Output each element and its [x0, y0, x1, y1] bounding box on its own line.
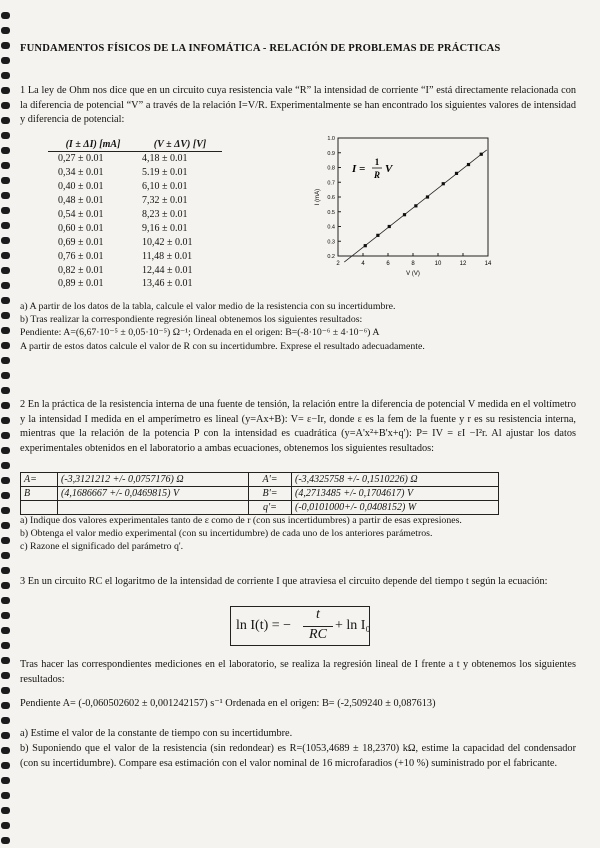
binding-ring	[1, 597, 10, 604]
binding-ring	[1, 612, 10, 619]
cell-voltage: 6,10 ± 0.01	[142, 181, 188, 193]
binding-ring	[1, 807, 10, 814]
binding-ring	[1, 372, 10, 379]
binding-ring	[1, 162, 10, 169]
spiral-binding	[0, 0, 14, 848]
binding-ring	[1, 477, 10, 484]
x-tick-label: 12	[459, 261, 467, 267]
binding-ring	[1, 657, 10, 664]
binding-ring	[1, 267, 10, 274]
plot-formula-right: V	[385, 163, 393, 175]
cell-intensity: 0,69 ± 0.01	[58, 236, 104, 248]
param-value: (4,2713485 +/- 0,1704617) V	[292, 487, 499, 501]
cell-intensity: 0,48 ± 0.01	[58, 195, 104, 207]
y-tick-label: 0.7	[327, 180, 335, 187]
document-page	[20, 0, 580, 848]
binding-ring	[1, 762, 10, 769]
equation-numerator: t	[316, 607, 320, 622]
y-tick-label: 0.6	[327, 195, 335, 201]
binding-ring	[1, 672, 10, 679]
problem-1-question-b: b) Tras realizar la correspondiente regresión lineal obtenemos los siguientes resultados:	[20, 314, 363, 325]
plot-formula-numerator: 1	[374, 157, 380, 167]
table-row	[21, 487, 499, 501]
binding-ring	[1, 402, 10, 409]
binding-ring	[1, 102, 10, 109]
problem-2-intro: 2 En la práctica de la resistencia interna de una fuente de tensión, la relación entre la diferencia de potencial V medida en el voltímetro y la intensidad I medida en el amperímetro es lineal (y=Ax+B): V= ε−Ir, donde ε es la fem de la fuente y r es su resistencia interna, mientras que la relación de la potencia P con la intensidad es cuadrática (y=A'x²+B'x+q'): P= IV = εI −I²r. Al ajustar los datos experimentales obtenidos en el laboratorio a ambas ecuaciones, obtenemos los siguientes resultados:	[20, 399, 576, 454]
table-row	[48, 208, 222, 222]
equation-denominator: RC	[309, 627, 327, 642]
table-row	[48, 221, 222, 235]
cell-voltage: 8,23 ± 0.01	[142, 209, 188, 220]
binding-ring	[1, 462, 10, 469]
equation-right: + ln I₀	[335, 618, 371, 633]
binding-ring	[1, 582, 10, 589]
equation-left: ln I(t) = −	[236, 618, 292, 633]
data-point	[376, 234, 379, 237]
x-tick-label: 10	[434, 261, 442, 267]
y-tick-label: 0.8	[327, 165, 335, 172]
binding-ring	[1, 42, 10, 49]
problem-3-question-b: b) Suponiendo que el valor de la resistencia (sin redondear) es R=(1053,4689 ± 18,2370) kΩ, estime la capacidad del condensador (con su incertidumbre). Compare esa estimación con el valor nominal de 16 microfaradios (+10 %) suministrado por el fabricante.	[20, 743, 576, 769]
table-row	[48, 249, 222, 263]
binding-ring	[1, 642, 10, 649]
binding-ring	[1, 702, 10, 709]
binding-ring	[1, 357, 10, 364]
table-row	[48, 263, 222, 277]
binding-ring	[1, 732, 10, 739]
param-label: B	[21, 487, 58, 501]
data-point	[414, 204, 417, 207]
binding-ring	[1, 432, 10, 439]
binding-ring	[1, 12, 10, 19]
x-axis-label: V (V)	[406, 271, 420, 277]
data-point	[480, 153, 483, 156]
binding-ring	[1, 507, 10, 514]
data-point	[426, 195, 429, 198]
table-row	[21, 473, 499, 487]
binding-ring	[1, 552, 10, 559]
data-point	[455, 172, 458, 175]
binding-ring	[1, 192, 10, 199]
param-label: q'=	[249, 501, 292, 515]
page-title: FUNDAMENTOS FÍSICOS DE LA INFOMÁTICA - RELACIÓN DE PROBLEMAS DE PRÁCTICAS	[20, 43, 501, 54]
binding-ring	[1, 777, 10, 784]
binding-ring	[1, 567, 10, 574]
binding-ring	[1, 717, 10, 724]
cell-voltage: 10,42 ± 0.01	[142, 236, 193, 248]
binding-ring	[1, 687, 10, 694]
param-value: (-3,3121212 +/- 0,0757176) Ω	[58, 473, 249, 487]
cell-intensity: 0,40 ± 0.01	[58, 181, 104, 193]
x-tick-label: 2	[336, 261, 340, 267]
col-header-voltage: (V ± ΔV) [V]	[142, 138, 222, 152]
binding-ring	[1, 222, 10, 229]
y-axis-label: I (mA)	[315, 188, 321, 206]
binding-ring	[1, 792, 10, 799]
cell-voltage: 9,16 ± 0.01	[142, 222, 188, 234]
table-row	[48, 235, 222, 249]
binding-ring	[1, 312, 10, 319]
problem-2-question-b: b) Obtenga el valor medio experimental (con su incertidumbre) de cada uno de los anteriores parámetros.	[20, 528, 433, 539]
y-tick-label: 0.4	[327, 224, 335, 231]
param-value	[58, 501, 249, 515]
binding-ring	[1, 72, 10, 79]
table-row	[21, 501, 499, 515]
cell-intensity: 0,89 ± 0.01	[58, 278, 104, 290]
binding-ring	[1, 522, 10, 529]
table-row	[48, 152, 222, 166]
cell-intensity: 0,27 ± 0.01	[58, 153, 104, 165]
y-tick-label: 0.3	[327, 239, 335, 246]
plot-formula-denominator: R	[373, 170, 381, 180]
cell-intensity: 0,34 ± 0.01	[58, 167, 104, 179]
problem-1-question-a: a) A partir de los datos de la tabla, calcule el valor medio de la resistencia con su incertidumbre.	[20, 301, 396, 312]
x-tick-label: 8	[411, 261, 415, 267]
binding-ring	[1, 252, 10, 259]
param-label: B'=	[249, 487, 292, 501]
problem-3-intro: 3 En un circuito RC el logaritmo de la intensidad de corriente I que atraviesa el circuito depende del tiempo t según la ecuación:	[20, 576, 548, 587]
cell-voltage: 4,18 ± 0.01	[142, 153, 188, 165]
x-tick-label: 4	[361, 261, 365, 267]
param-label: A=	[21, 473, 58, 487]
rc-equation-box	[230, 606, 370, 646]
data-point	[364, 244, 367, 247]
cell-voltage: 7,32 ± 0.01	[142, 195, 188, 207]
binding-ring	[1, 282, 10, 289]
problem-2-question-c: c) Razone el significado del parámetro q'.	[20, 541, 184, 552]
ohm-law-plot	[310, 134, 495, 282]
table-row	[48, 194, 222, 208]
plot-frame	[338, 138, 488, 256]
binding-ring	[1, 57, 10, 64]
binding-ring	[1, 27, 10, 34]
x-tick-label: 6	[386, 261, 390, 267]
y-tick-label: 0.5	[327, 209, 335, 216]
cell-intensity: 0,82 ± 0.01	[58, 264, 104, 276]
problem-1-instruction: A partir de estos datos calcule el valor de R con su incertidumbre. Exprese el resultado adecuadamente.	[20, 341, 425, 352]
param-value: (4,1686667 +/- 0,0469815) V	[58, 487, 249, 501]
binding-ring	[1, 297, 10, 304]
binding-ring	[1, 147, 10, 154]
param-value: (-0,0101000+/- 0,0408152) W	[292, 501, 499, 515]
y-tick-label: 0.2	[327, 254, 335, 260]
binding-ring	[1, 537, 10, 544]
binding-ring	[1, 447, 10, 454]
plot-formula-left: I =	[352, 163, 366, 175]
table-row	[48, 166, 222, 180]
problem-1-regression-results: Pendiente: A=(6,67·10⁻⁵ ± 0,05·10⁻⁵) Ω⁻¹; Ordenada en el origen: B=(-8·10⁻⁶ ± 4·10⁻⁶) A	[20, 327, 380, 338]
binding-ring	[1, 132, 10, 139]
problem-2-question-a: a) Indique dos valores experimentales tanto de ε como de r (con sus incertidumbres) a partir de esas expresiones.	[20, 515, 462, 526]
binding-ring	[1, 117, 10, 124]
binding-ring	[1, 342, 10, 349]
cell-voltage: 13,46 ± 0.01	[142, 278, 193, 290]
binding-ring	[1, 177, 10, 184]
binding-ring	[1, 627, 10, 634]
binding-ring	[1, 822, 10, 829]
binding-ring	[1, 387, 10, 394]
param-value: (-3,4325758 +/- 0,1510226) Ω	[292, 473, 499, 487]
table-row	[48, 277, 222, 291]
y-tick-label: 0.9	[327, 150, 335, 157]
param-label	[21, 501, 58, 515]
cell-intensity: 0,60 ± 0.01	[58, 222, 104, 234]
col-header-intensity: (I ± ΔI) [mA]	[48, 138, 142, 152]
cell-voltage: 11,48 ± 0.01	[142, 250, 193, 262]
binding-ring	[1, 492, 10, 499]
y-tick-label: 1.0	[327, 136, 335, 142]
problem-3-question-a: a) Estime el valor de la constante de tiempo con su incertidumbre.	[20, 728, 293, 739]
problem-1-intro: 1 La ley de Ohm nos dice que en un circuito cuya resistencia vale “R” la intensidad de corriente “I” está directamente relacionada con la diferencia de potencial “V” a través de la relación I=V/R. Experimentalmente se han encontrado los siguientes valores de intensidad y diferencia de potencial:	[20, 85, 576, 126]
ohm-data-table	[48, 138, 222, 291]
data-point	[467, 163, 470, 166]
problem-3-body: Tras hacer las correspondientes mediciones en el laboratorio, se realiza la regresión lineal de I frente a t y obtenemos los siguientes resultados:	[20, 659, 576, 685]
binding-ring	[1, 87, 10, 94]
problem-3-regression-results: Pendiente A= (-0,060502602 ± 0,001242157) s⁻¹ Ordenada en el origen: B= (-2,509240 ± 0,087613)	[20, 698, 436, 709]
binding-ring	[1, 747, 10, 754]
cell-intensity: 0,76 ± 0.01	[58, 250, 104, 262]
binding-ring	[1, 837, 10, 844]
fit-results-table	[20, 472, 499, 515]
binding-ring	[1, 237, 10, 244]
param-label: A'=	[249, 473, 292, 487]
cell-voltage: 5.19 ± 0.01	[142, 167, 188, 179]
data-point	[442, 182, 445, 185]
binding-ring	[1, 417, 10, 424]
x-tick-label: 14	[484, 261, 492, 267]
data-point	[388, 225, 391, 228]
cell-intensity: 0,54 ± 0.01	[58, 209, 104, 220]
data-point	[403, 213, 406, 216]
cell-voltage: 12,44 ± 0.01	[142, 264, 193, 276]
binding-ring	[1, 207, 10, 214]
table-row	[48, 180, 222, 194]
binding-ring	[1, 327, 10, 334]
